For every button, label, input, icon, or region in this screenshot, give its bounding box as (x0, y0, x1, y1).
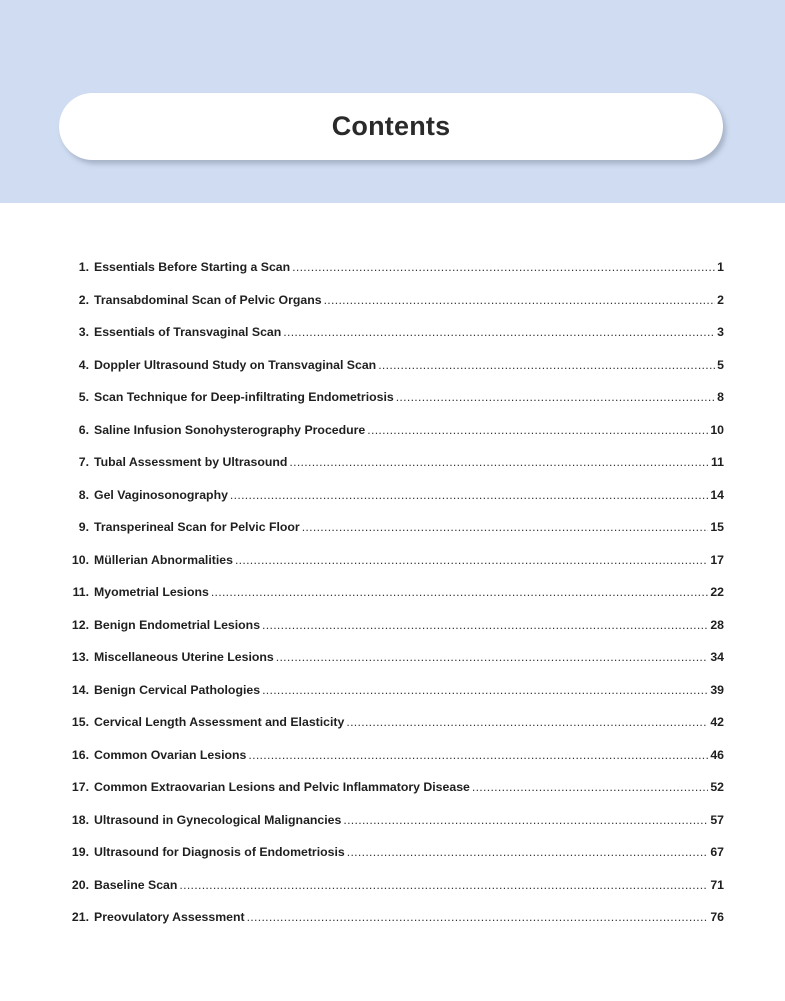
toc-entry-title[interactable]: Miscellaneous Uterine Lesions (94, 650, 274, 664)
toc-entry-title[interactable]: Transperineal Scan for Pelvic Floor (94, 520, 300, 534)
toc-entry-title[interactable]: Transabdominal Scan of Pelvic Organs (94, 292, 322, 307)
dot-leader (211, 581, 709, 603)
toc-entry-page[interactable]: 11 (711, 455, 724, 469)
dot-leader (347, 841, 709, 863)
toc-entry[interactable] (62, 354, 724, 387)
toc-entry-page[interactable]: 71 (710, 877, 724, 892)
toc-entry[interactable] (62, 841, 724, 874)
toc-entry-title[interactable]: Ultrasound in Gynecological Malignancies (94, 812, 342, 827)
toc-entry[interactable] (62, 321, 724, 354)
dot-leader (346, 711, 708, 733)
toc-entry-title[interactable]: Essentials of Transvaginal Scan (94, 325, 282, 339)
toc-entry-number: 7. (78, 455, 89, 469)
toc-entry-page[interactable]: 67 (710, 845, 724, 859)
dot-leader (367, 419, 708, 441)
dot-leader (247, 906, 709, 928)
dot-leader (324, 289, 716, 311)
dot-leader (262, 679, 708, 701)
toc-entry[interactable] (62, 484, 724, 517)
toc-entry[interactable] (62, 614, 724, 647)
dot-leader (378, 354, 715, 376)
toc-entry-page[interactable]: 57 (710, 812, 724, 827)
dot-leader (283, 321, 715, 343)
dot-leader (248, 744, 708, 766)
toc-entry-page[interactable]: 52 (710, 780, 724, 794)
dot-leader (235, 549, 708, 571)
toc-entry-number: 15. (71, 715, 89, 729)
toc-entry-page[interactable]: 34 (710, 650, 724, 664)
toc-entry-page[interactable]: 28 (710, 617, 724, 632)
toc-entry[interactable] (62, 744, 724, 777)
toc-entry-number: 17. (71, 780, 89, 794)
toc-entry-title[interactable]: Benign Endometrial Lesions (94, 617, 261, 632)
toc-entry-title[interactable]: Benign Cervical Pathologies (94, 682, 261, 697)
toc-entry-number: 4. (78, 357, 89, 372)
toc-entry[interactable] (62, 419, 724, 452)
toc-entry-title[interactable]: Gel Vaginosonography (94, 487, 228, 502)
toc-entry-title[interactable]: Preovulatory Assessment (94, 910, 245, 924)
toc-entry[interactable] (62, 549, 724, 582)
toc-entry[interactable] (62, 906, 724, 939)
toc-entry[interactable] (62, 581, 724, 614)
toc-entry-number: 9. (78, 520, 89, 534)
toc-entry-number: 6. (78, 422, 89, 437)
toc-entry-title[interactable]: Scan Technique for Deep-infiltrating Endometriosis (94, 390, 394, 404)
toc-entry[interactable] (62, 451, 724, 484)
toc-entry-title[interactable]: Common Ovarian Lesions (94, 747, 247, 762)
toc-entry-title[interactable]: Myometrial Lesions (94, 585, 209, 599)
toc-entry-number: 14. (71, 682, 89, 697)
toc-entry[interactable] (62, 516, 724, 549)
toc-entry[interactable] (62, 776, 724, 809)
toc-entry-title[interactable]: Müllerian Abnormalities (94, 552, 233, 567)
toc-entry-number: 3. (78, 325, 89, 339)
toc-entry[interactable] (62, 874, 724, 907)
toc-entry-title[interactable]: Cervical Length Assessment and Elasticity (94, 715, 345, 729)
toc-entry-number: 21. (71, 910, 89, 924)
dot-leader (262, 614, 708, 636)
toc-entry[interactable] (62, 809, 724, 842)
toc-entry-number: 10. (71, 552, 89, 567)
toc-entry-number: 20. (71, 877, 89, 892)
dot-leader (292, 256, 715, 278)
toc-entry[interactable] (62, 711, 724, 744)
toc-entry-title[interactable]: Saline Infusion Sonohysterography Procedure (94, 422, 366, 437)
toc-entry[interactable] (62, 386, 724, 419)
toc-entry-number: 2. (78, 292, 89, 307)
table-of-contents (62, 256, 724, 939)
title-banner (59, 93, 723, 160)
toc-entry[interactable] (62, 256, 724, 289)
dot-leader (230, 484, 708, 506)
toc-entry-page[interactable]: 39 (710, 682, 724, 697)
toc-entry-page[interactable]: 1 (717, 260, 724, 274)
dot-leader (343, 809, 708, 831)
toc-entry-number: 16. (71, 747, 89, 762)
toc-entry-page[interactable]: 8 (717, 390, 724, 404)
dot-leader (302, 516, 709, 538)
toc-entry-title[interactable]: Tubal Assessment by Ultrasound (94, 455, 288, 469)
toc-entry-number: 5. (78, 390, 89, 404)
toc-entry-page[interactable]: 5 (717, 357, 724, 372)
toc-entry-number: 19. (71, 845, 89, 859)
toc-entry-title[interactable]: Common Extraovarian Lesions and Pelvic Inflammatory Disease (94, 780, 470, 794)
toc-entry[interactable] (62, 646, 724, 679)
toc-entry-page[interactable]: 3 (717, 325, 724, 339)
toc-entry-title[interactable]: Doppler Ultrasound Study on Transvaginal Scan (94, 357, 377, 372)
dot-leader (396, 386, 715, 408)
toc-entry-title[interactable]: Essentials Before Starting a Scan (94, 260, 291, 274)
dot-leader (276, 646, 709, 668)
dot-leader (472, 776, 708, 798)
toc-entry-page[interactable]: 15 (710, 520, 724, 534)
toc-entry[interactable] (62, 679, 724, 712)
toc-entry-page[interactable]: 46 (710, 747, 724, 762)
toc-entry-page[interactable]: 42 (710, 715, 724, 729)
toc-entry-number: 11. (72, 585, 89, 599)
toc-entry-page[interactable]: 14 (710, 487, 724, 502)
toc-entry-title[interactable]: Baseline Scan (94, 877, 178, 892)
toc-entry-number: 1. (78, 260, 89, 274)
toc-entry-number: 12. (71, 617, 89, 632)
toc-entry-number: 18. (71, 812, 89, 827)
dot-leader (289, 451, 709, 473)
toc-entry-title[interactable]: Ultrasound for Diagnosis of Endometriosis (94, 845, 345, 859)
toc-entry-page[interactable]: 22 (710, 585, 724, 599)
toc-entry-page[interactable]: 10 (710, 422, 724, 437)
toc-entry-page[interactable]: 17 (710, 552, 724, 567)
toc-entry[interactable] (62, 289, 724, 322)
toc-entry-number: 8. (78, 487, 89, 502)
toc-entry-number: 13. (71, 650, 89, 664)
toc-entry-page[interactable]: 2 (717, 292, 724, 307)
dot-leader (179, 874, 708, 896)
page-title: Contents (331, 111, 451, 141)
toc-entry-page[interactable]: 76 (710, 910, 724, 924)
